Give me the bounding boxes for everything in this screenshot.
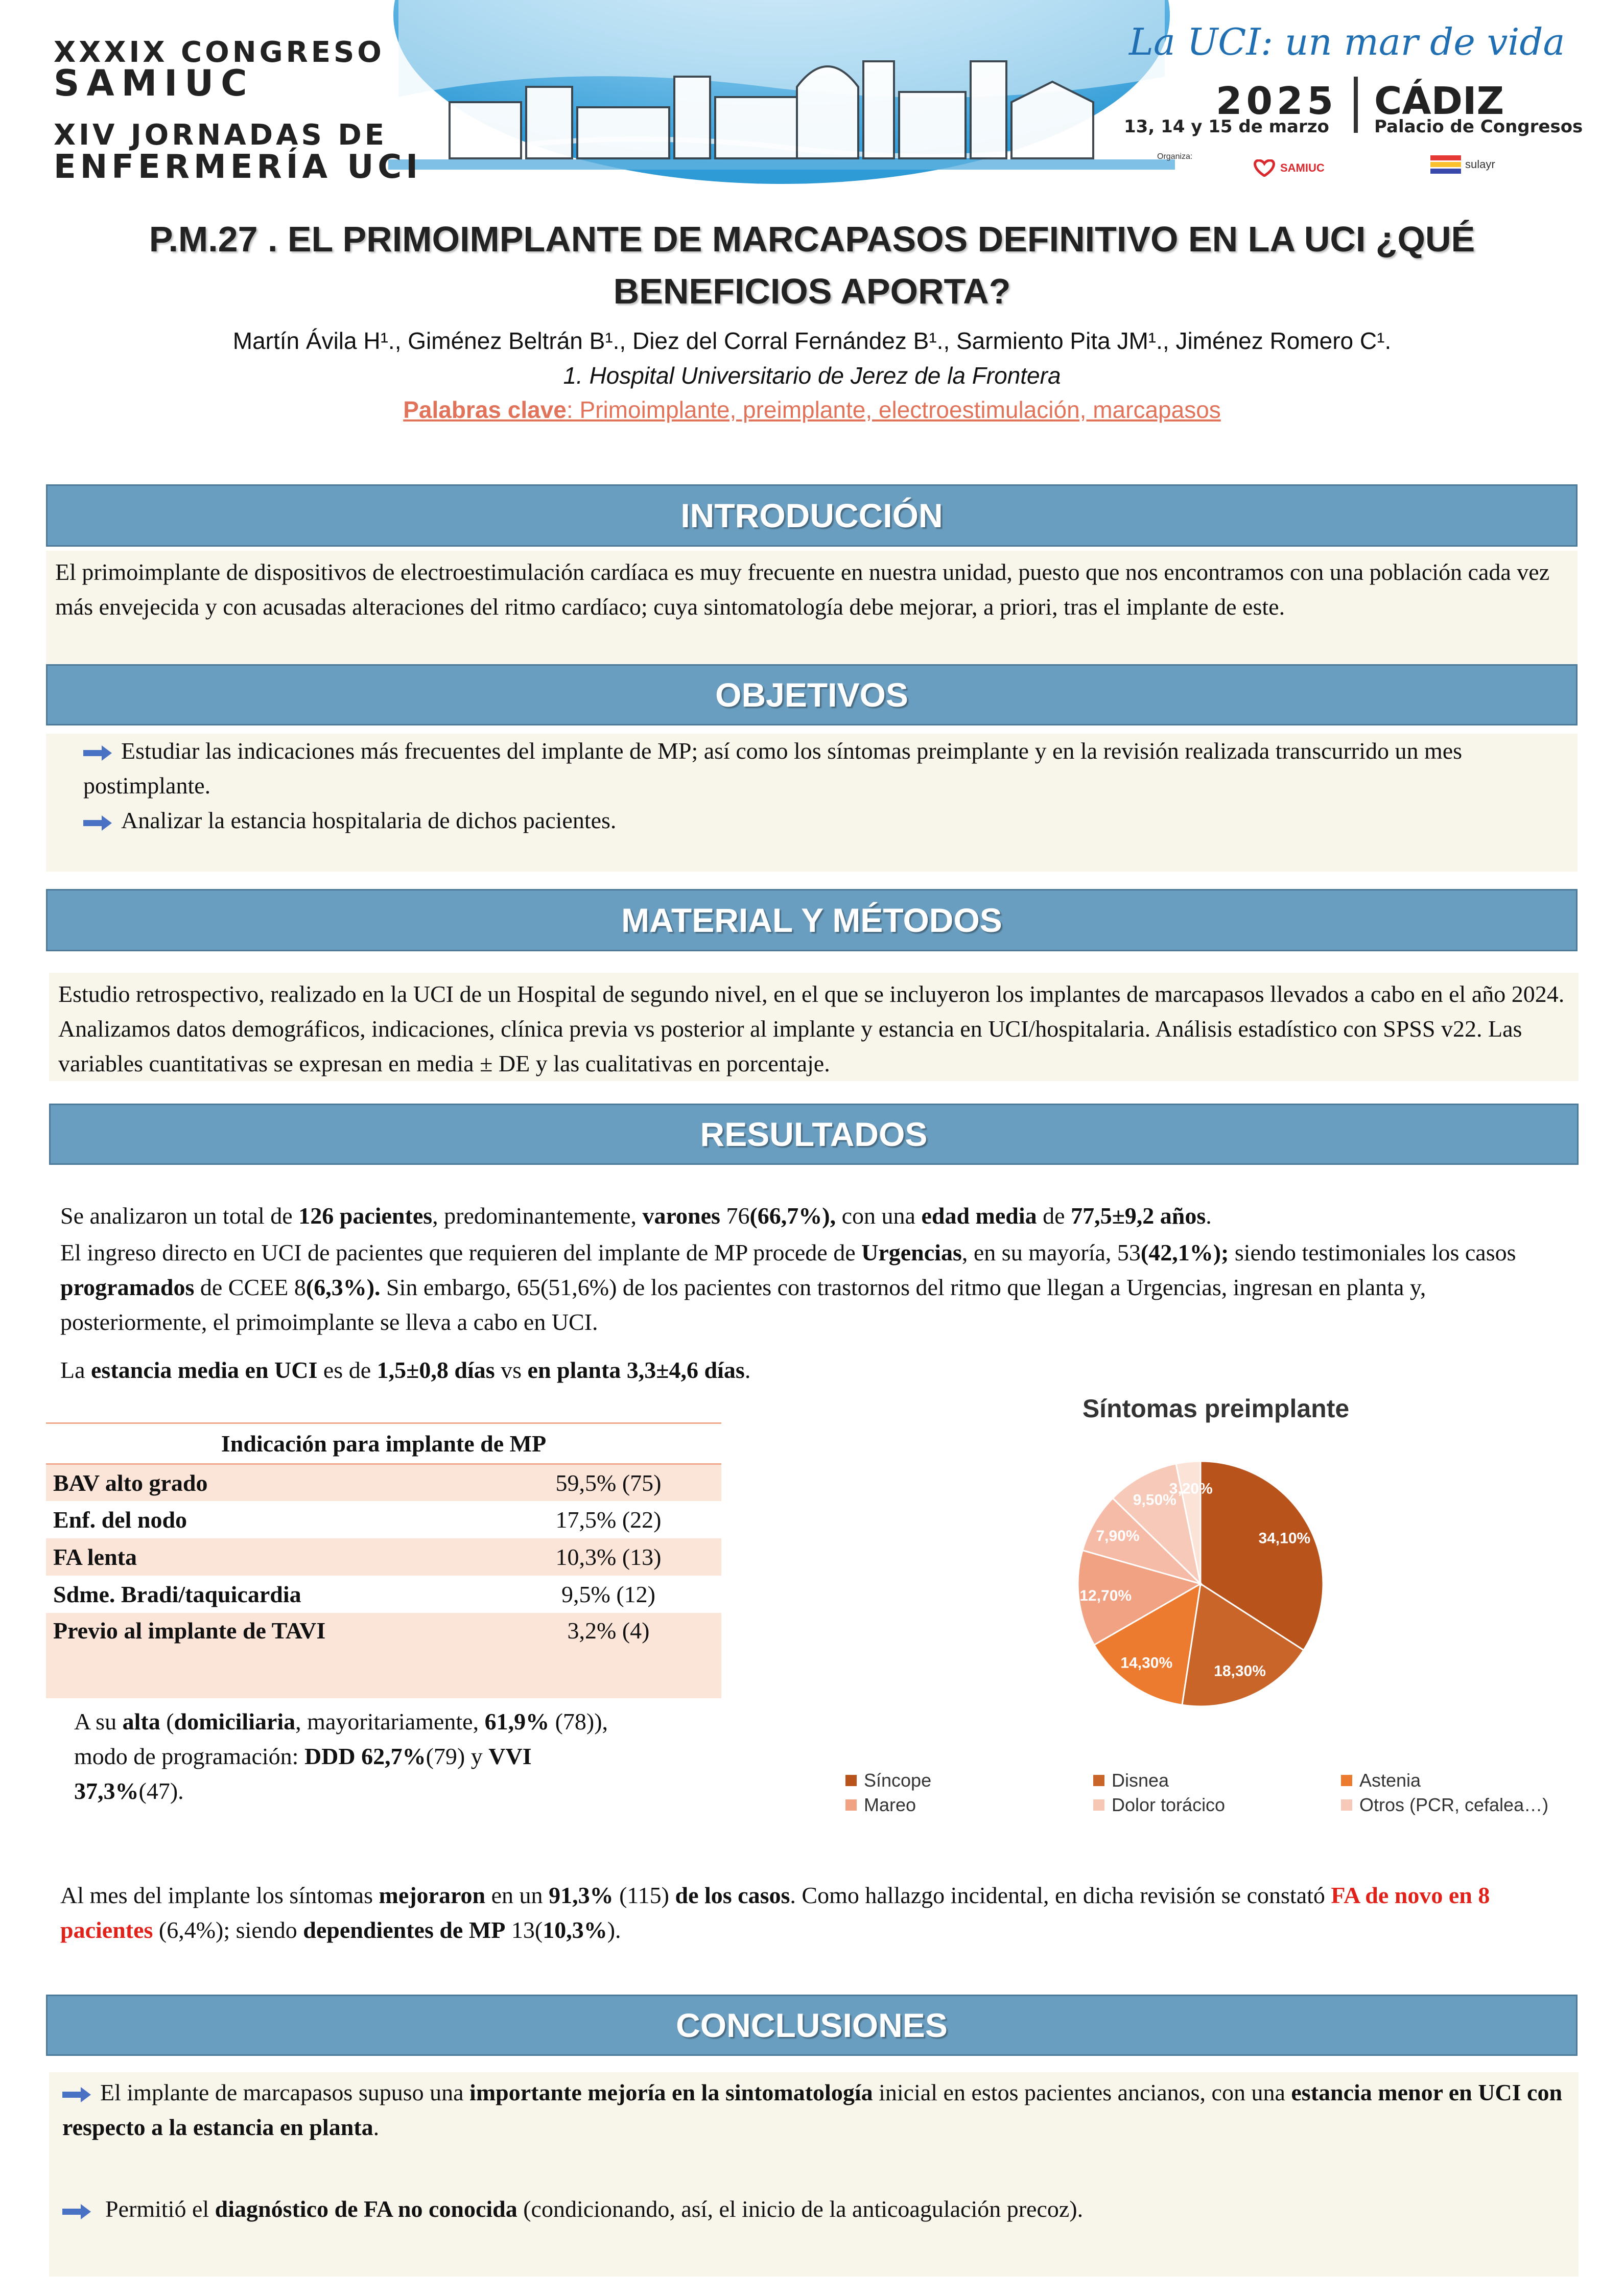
dates: 13, 14 y 15 de marzo xyxy=(1124,116,1329,137)
legend-item xyxy=(1093,1770,1169,1791)
conclusions-heading: CONCLUSIONES xyxy=(46,1995,1578,2056)
text-bold: estancia media en UCI xyxy=(91,1357,318,1383)
text: (6,4%); siendo xyxy=(153,1917,303,1943)
text-bold: alta xyxy=(122,1708,160,1735)
congress-line-3: XIV JORNADAS DE xyxy=(54,119,388,152)
text: El ingreso directo en UCI de pacientes que requieren del implante de MP procede de xyxy=(60,1239,862,1266)
table-row xyxy=(46,1464,721,1501)
row-label: Enf. del nodo xyxy=(46,1501,496,1538)
pie-data-label: 12,70% xyxy=(1079,1587,1132,1604)
venue: Palacio de Congresos xyxy=(1374,116,1583,137)
row-value: 9,5% (12) xyxy=(496,1576,721,1613)
text: , mayoritariamente, xyxy=(295,1708,485,1735)
results-paragraph-3 xyxy=(60,1353,1572,1388)
legend-item xyxy=(1341,1794,1548,1816)
indication-table-container xyxy=(46,1422,721,1698)
symptoms-pie-chart xyxy=(1063,1446,1338,1722)
poster-title-line-1: P.M.27 . EL PRIMOIMPLANTE DE MARCAPASOS DEFINITIVO EN LA UCI ¿QUÉ xyxy=(149,219,1475,259)
legend-swatch xyxy=(1093,1775,1104,1786)
objectives-heading: OBJETIVOS xyxy=(46,664,1578,725)
text-bold: domiciliaria xyxy=(174,1708,296,1735)
legend-label: Síncope xyxy=(864,1770,932,1791)
text-bold: 1,5±0,8 días xyxy=(376,1357,495,1383)
conclusion-item-1 xyxy=(58,2075,1569,2145)
text: inicial en estos pacientes ancianos, con una xyxy=(873,2079,1291,2105)
header-banner xyxy=(0,0,1624,204)
discharge-text xyxy=(74,1704,733,1809)
text-bold: de los casos xyxy=(675,1882,790,1908)
affiliation: 1. Hospital Universitario de Jerez de la Frontera xyxy=(563,362,1061,389)
text-bold: diagnóstico de FA no conocida xyxy=(215,2196,517,2222)
results-paragraph-1 xyxy=(60,1199,1572,1233)
text: 76 xyxy=(720,1203,750,1229)
text: . xyxy=(1206,1203,1212,1229)
text: Al mes del implante los síntomas xyxy=(60,1882,379,1908)
intro-heading: INTRODUCCIÓN xyxy=(46,484,1578,547)
samiuc-heart-icon xyxy=(1252,159,1277,177)
indication-table xyxy=(46,1424,721,1650)
keywords-label: Palabras clave xyxy=(403,396,567,423)
text-bold: mejoraron xyxy=(379,1882,486,1908)
text-bold: 10,3% xyxy=(543,1917,607,1943)
pie-data-label: 14,30% xyxy=(1120,1654,1173,1672)
text-bold: importante mejoría en la sintomatología xyxy=(469,2079,873,2105)
row-label: Previo al implante de TAVI xyxy=(46,1613,496,1650)
text: con una xyxy=(836,1203,922,1229)
legend-swatch xyxy=(845,1799,857,1811)
legend-label: Otros (PCR, cefalea…) xyxy=(1359,1794,1549,1815)
results-paragraph-2 xyxy=(60,1235,1572,1340)
text: , en su mayoría, 53 xyxy=(961,1239,1141,1266)
text-bold-red: FA de novo en 8 pacientes xyxy=(60,1882,1490,1943)
text: ). xyxy=(607,1917,621,1943)
results-paragraph-4 xyxy=(60,1878,1572,1948)
intro-body: El primoimplante de dispositivos de electroestimulación cardíaca es muy frecuente en nuestra unidad, puesto que nos encontramos con una población cada vez más envejecida y con acusadas alteraciones del ritmo cardíaco; cuya sintomatología debe mejorar, a priori, tras el implante de este. xyxy=(46,551,1578,664)
text-bold: 77,5±9,2 años xyxy=(1071,1203,1206,1229)
text: vs xyxy=(495,1357,528,1383)
keywords-list: : Primoimplante, preimplante, electroestimulación, marcapasos xyxy=(566,396,1221,423)
text: en un xyxy=(485,1882,549,1908)
objective-item-1 xyxy=(55,734,1568,803)
pie-data-label: 34,10% xyxy=(1258,1530,1311,1547)
row-value: 10,3% (13) xyxy=(496,1538,721,1576)
city: CÁDIZ xyxy=(1374,79,1504,123)
text-bold: Urgencias xyxy=(861,1239,962,1266)
table-header-row xyxy=(46,1424,721,1464)
table-row xyxy=(46,1613,721,1650)
text: (condicionando, así, el inicio de la anticoagulación precoz). xyxy=(517,2196,1084,2222)
text: Permitió el xyxy=(105,2196,215,2222)
methods-heading: MATERIAL Y MÉTODOS xyxy=(46,889,1578,951)
arrow-right-icon xyxy=(62,2087,91,2102)
table-row xyxy=(46,1576,721,1613)
authors: Martín Ávila H¹., Giménez Beltrán B¹., Diez del Corral Fernández B¹., Sarmiento Pita JM¹., Jiménez Romero C¹. xyxy=(232,327,1392,354)
text-bold: varones xyxy=(642,1203,720,1229)
arrow-right-icon xyxy=(83,815,112,831)
legend-item xyxy=(1093,1794,1225,1816)
keywords xyxy=(0,396,1624,424)
text: Se analizaron un total de xyxy=(60,1203,299,1229)
poster-title-line-2: BENEFICIOS APORTA? xyxy=(613,271,1011,311)
text-bold: en planta 3,3±4,6 días xyxy=(527,1357,745,1383)
legend-label: Mareo xyxy=(864,1794,916,1815)
legend-swatch xyxy=(845,1775,857,1786)
text-bold: programados xyxy=(60,1274,195,1301)
pie-data-label: 9,50% xyxy=(1133,1491,1176,1509)
sulayr-logo xyxy=(1430,153,1495,176)
text-bold: 91,3% xyxy=(549,1882,614,1908)
text: , predominantemente, xyxy=(432,1203,643,1229)
text: A su xyxy=(74,1708,123,1735)
text: ( xyxy=(160,1708,174,1735)
text: siendo testimoniales los casos xyxy=(1229,1239,1516,1266)
arrow-right-icon xyxy=(62,2204,91,2219)
text-bold: (6,3%). xyxy=(305,1274,381,1301)
text: . Como hallazgo incidental, en dicha revisión se constató xyxy=(790,1882,1331,1908)
objective-text-1: Estudiar las indicaciones más frecuentes del implante de MP; así como los síntomas preimplante y en la revisión realizada transcurrido un mes postimplante. xyxy=(83,738,1463,799)
table-row xyxy=(46,1501,721,1538)
legend-swatch xyxy=(1341,1775,1352,1786)
results-heading: RESULTADOS xyxy=(49,1104,1579,1165)
row-label: BAV alto grado xyxy=(46,1464,496,1501)
text-bold: estancia menor en UCI con respecto a la estancia en planta xyxy=(62,2079,1563,2141)
legend-swatch xyxy=(1093,1799,1104,1811)
objectives-body xyxy=(46,734,1578,872)
slogan: La UCI: un mar de vida xyxy=(1129,20,1565,63)
text: 13( xyxy=(505,1917,543,1943)
samiuc-logo xyxy=(1252,159,1325,177)
text-bold: (66,7%), xyxy=(749,1203,836,1229)
legend-swatch xyxy=(1341,1799,1352,1811)
row-label: Sdme. Bradi/taquicardia xyxy=(46,1576,496,1613)
table-row xyxy=(46,1538,721,1576)
text: Sin embargo, 65(51,6%) de los pacientes con trastornos del ritmo que llegan a Urgencias, ingresan en planta y, posteriormente, el primoimplante se lleva a cabo en UCI. xyxy=(60,1274,1426,1336)
sulayr-logo-text: sulayr xyxy=(1465,158,1495,171)
text: (79) y xyxy=(426,1743,489,1770)
chart-title: Síntomas preimplante xyxy=(1082,1394,1350,1423)
text: El implante de marcapasos supuso una xyxy=(100,2079,470,2105)
year: 2025 xyxy=(1216,79,1337,123)
text: (47). xyxy=(138,1778,184,1805)
legend-item xyxy=(845,1794,916,1816)
table-title: Indicación para implante de MP xyxy=(46,1424,721,1464)
row-value: 59,5% (75) xyxy=(496,1464,721,1501)
text: de CCEE 8 xyxy=(194,1274,306,1301)
text: modo de programación: xyxy=(74,1743,304,1770)
pie-data-label: 7,90% xyxy=(1096,1528,1140,1545)
row-label: FA lenta xyxy=(46,1538,496,1576)
text: es de xyxy=(317,1357,377,1383)
congress-line-4: ENFERMERÍA UCI xyxy=(54,148,422,186)
sulayr-mark-icon xyxy=(1430,153,1461,176)
text: (78)), xyxy=(549,1708,608,1735)
header-divider xyxy=(1354,77,1358,133)
row-value: 3,2% (4) xyxy=(496,1613,721,1650)
samiuc-logo-text: SAMIUC xyxy=(1280,161,1325,174)
row-value: 17,5% (22) xyxy=(496,1501,721,1538)
text: (115) xyxy=(613,1882,675,1908)
objective-item-2 xyxy=(55,803,1568,838)
text-bold: edad media xyxy=(921,1203,1037,1229)
text-bold: DDD 62,7% xyxy=(304,1743,426,1770)
text-bold: VVI xyxy=(488,1743,532,1770)
arrow-right-icon xyxy=(83,745,112,761)
text: de xyxy=(1037,1203,1071,1229)
pie-data-label: 3,20% xyxy=(1169,1480,1213,1497)
conclusions-body xyxy=(49,2072,1579,2277)
text-bold: dependientes de MP xyxy=(303,1917,506,1943)
conclusion-item-2 xyxy=(58,2192,1569,2227)
legend-item xyxy=(1341,1770,1421,1791)
congress-line-2: SAMIUC xyxy=(54,62,254,104)
text: La xyxy=(60,1357,91,1383)
text-bold: (42,1%); xyxy=(1140,1239,1229,1266)
text-bold: 61,9% xyxy=(484,1708,550,1735)
methods-body: Estudio retrospectivo, realizado en la UCI de un Hospital de segundo nivel, en el que se incluyeron los implantes de marcapasos llevados a cabo en el año 2024. Analizamos datos demográficos, indicaciones, clínica previa vs posterior al implante y estancia en UCI/hospitalaria. Análisis estadístico con SPSS v22. Las variables cuantitativas se expresan en media ± DE y las cualitativas en porcentaje. xyxy=(49,973,1579,1081)
pie-data-label: 18,30% xyxy=(1214,1662,1266,1680)
objective-text-2: Analizar la estancia hospitalaria de dichos pacientes. xyxy=(121,807,617,834)
text: . xyxy=(744,1357,751,1383)
text: . xyxy=(373,2114,380,2141)
text-bold: 37,3% xyxy=(74,1778,139,1805)
organizers-label: Organiza: xyxy=(1157,152,1193,161)
legend-label: Astenia xyxy=(1359,1770,1421,1791)
legend-label: Disnea xyxy=(1112,1770,1169,1791)
legend-label: Dolor torácico xyxy=(1112,1794,1226,1815)
text-bold: 126 pacientes xyxy=(298,1203,433,1229)
legend-item xyxy=(845,1770,931,1791)
congress-line-1: XXXIX CONGRESO xyxy=(54,36,385,69)
